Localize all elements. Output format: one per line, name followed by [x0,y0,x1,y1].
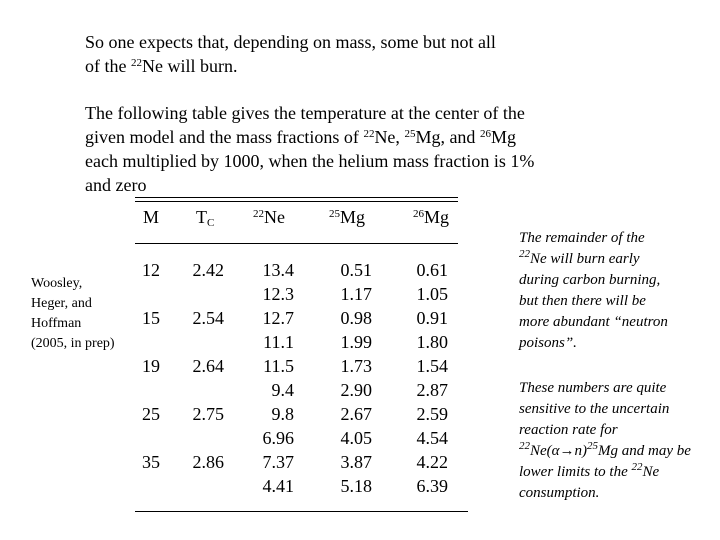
mg25-value-0: 1.99 [340,332,372,352]
temperature-cell: 2.86 [192,452,224,472]
note-text: Ne will burn early [530,251,640,267]
mg26-value-1: 1.54 [416,356,448,376]
ne-isotope-number: 22 [631,461,643,473]
mg25-value-0: 2.90 [340,380,372,400]
mg25-value-1: 2.67 [340,404,372,424]
mg26-value-0: 4.54 [416,428,448,448]
note-line [519,462,691,483]
header-mg25-label: Mg [340,207,366,227]
mg26-value-0: 1.05 [416,284,448,304]
mg26-value-1: 4.22 [416,452,448,472]
citation-line-2: Heger, and [31,296,92,311]
note-line: These numbers are quite [519,380,667,396]
note-text: Mg and may be [598,443,691,459]
note-text: Ne [642,464,660,480]
table-top-rule [135,197,458,198]
citation [31,274,115,354]
ne-isotope-number: 22 [363,128,375,140]
table-top-rule [135,201,458,202]
description-line-1: The following table gives the temperature at the center of the [85,103,525,123]
ne-isotope-number: 22 [519,440,530,452]
citation-line-4: (2005, in prep) [31,336,115,351]
mg25-value-0: 5.18 [340,476,372,496]
ne22-value-0: 11.1 [263,332,294,352]
mg25-value-1: 0.98 [340,308,372,328]
note-line: consumption. [519,485,600,501]
header-mg26-label: Mg [424,207,450,227]
mass-cell: 12 [142,260,160,280]
mass-cell: 15 [142,308,160,328]
ne22-value-1: 12.7 [262,308,294,328]
ne22-value-0: 9.4 [271,380,294,400]
mg26-value-0: 6.39 [416,476,448,496]
header-t-subscript: C [207,217,215,229]
header-t: T [196,207,207,227]
mg26-value-1: 0.61 [416,260,448,280]
intro-text: of the [85,56,131,76]
ne22-value-1: 7.37 [262,452,294,472]
intro-line-2 [85,54,645,78]
header-mg26 [413,207,449,228]
mass-cell: 35 [142,452,160,472]
mg25-value-1: 1.73 [340,356,372,376]
note-line [519,249,668,270]
description-paragraph [85,101,645,197]
temperature-cell: 2.75 [192,404,224,424]
mg25-value-0: 4.05 [340,428,372,448]
ne22-value-1: 9.8 [271,404,294,424]
header-central-temperature [196,207,214,228]
mg26-isotope-number: 26 [413,208,424,220]
side-note-remainder [519,228,668,354]
ne22-value-0: 12.3 [262,284,294,304]
table-bottom-rule [135,511,468,512]
temperature-cell: 2.54 [192,308,224,328]
header-ne22 [253,207,285,228]
description-text: Ne, [374,127,405,147]
note-line: sensitive to the uncertain [519,401,670,417]
note-line: more abundant “neutron [519,314,668,330]
mg26-value-1: 0.91 [416,308,448,328]
description-line-4: and zero [85,175,147,195]
description-line-2 [85,125,645,149]
intro-line-1: So one expects that, depending on mass, some but not all [85,32,496,52]
table-header-rule [135,243,458,244]
mg25-value-1: 3.87 [340,452,372,472]
citation-line-3: Hoffman [31,316,82,331]
mass-cell: 19 [142,356,160,376]
temperature-cell: 2.64 [192,356,224,376]
ne-isotope-number: 22 [253,208,264,220]
mg25-isotope-number: 25 [404,128,416,140]
mg25-value-0: 1.17 [340,284,372,304]
side-note-sensitivity [519,378,691,504]
ne22-value-0: 6.96 [262,428,294,448]
note-line [519,441,691,462]
mg25-value-1: 0.51 [340,260,372,280]
mg25-isotope-number: 25 [329,208,340,220]
mass-cell: 25 [142,404,160,424]
ne-isotope-number: 22 [519,248,530,260]
intro-paragraph [85,30,645,78]
mg26-value-0: 2.87 [416,380,448,400]
ne-isotope-number: 22 [130,57,142,69]
header-mass: M [143,207,160,227]
description-text: Mg, and [415,127,480,147]
note-line: reaction rate for [519,422,618,438]
mg26-value-1: 2.59 [416,404,448,424]
header-ne-label: Ne [264,207,285,227]
note-line: poisons”. [519,335,577,351]
header-mg25 [329,207,365,228]
note-line: The remainder of the [519,230,645,246]
note-text: Ne(α→n) [530,443,588,459]
description-text: Mg [490,127,516,147]
ne22-value-0: 4.41 [262,476,294,496]
temperature-cell: 2.42 [192,260,224,280]
description-text: given model and the mass fractions of [85,127,364,147]
citation-line-1: Woosley, [31,276,83,291]
mg26-isotope-number: 26 [479,128,491,140]
mg26-value-0: 1.80 [416,332,448,352]
description-line-3: each multiplied by 1000, when the helium mass fraction is 1% [85,151,535,171]
note-text: lower limits to the [519,464,632,480]
note-line: during carbon burning, [519,272,661,288]
ne22-value-1: 11.5 [263,356,294,376]
ne22-value-1: 13.4 [262,260,294,280]
mg25-isotope-number: 25 [587,440,599,452]
note-line: but then there will be [519,293,646,309]
intro-text: Ne will burn. [141,56,238,76]
